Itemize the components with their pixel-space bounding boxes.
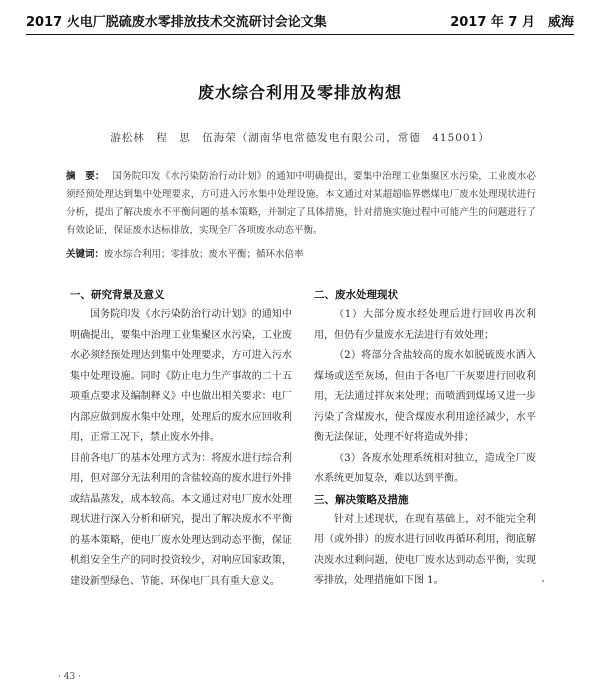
section2-paragraph-1: （1）大部分废水经处理后进行回收再次利用，但仍有少量废水无法进行有效处理； <box>314 309 536 341</box>
section2-paragraph-3: （3）各废水处理系统相对独立，造成全厂废水系统更加复杂，难以达到平衡。 <box>314 452 536 484</box>
abstract <box>66 168 536 240</box>
section3-paragraph-1: 针对上述现状，在现有基础上，对不能完全利用（或外排）的废水进行回收再循环利用，彻底解决废水过剩问题，使电厂废水达到动态平衡，实现零排放，处理措施如下图 1。 <box>314 513 536 586</box>
page-header <box>26 6 574 32</box>
header-date-place: 2017 年 7 月 威海 <box>450 15 574 30</box>
section2-paragraph-2: （2）将部分含盐较高的废水如脱硫废水洒入煤场或送至灰场，但由于各电厂干灰要进行回收利用，无法通过拌灰来处理；而喷洒到煤场又进一步污染了含煤废水，使含煤废水利用途径减少，水平衡无法保证，处理不好将造成外排； <box>314 350 536 443</box>
scan-speck <box>542 580 544 582</box>
keywords-text: 废水综合利用；零排放；废水平衡；循环水倍率 <box>104 249 304 260</box>
keywords-label: 关键词： <box>66 249 105 260</box>
section3-heading: 三、解决策略及措施 <box>314 493 409 506</box>
paper-title: 废水综合利用及零排放构想 <box>197 83 402 102</box>
header-rule <box>26 34 574 35</box>
section1-paragraph-2: 目前各电厂的基本处理方式为：将废水进行综合利用，但对部分无法利用的含盐较高的废水进行外排或结晶蒸发，成本较高。本文通过对电厂废水处理现状进行深入分析和研究，提出了解决废水不平衡的基本策略，使电厂废水处理达到动态平衡，保证机组安全生产的同时投资较少，对响应国家政策，建设新型绿色、节能、环保电厂具有重大意义。 <box>70 452 292 587</box>
abstract-label: 摘 要： <box>66 171 105 182</box>
paper-authors: 游松林 程 思 伍海荣（湖南华电常德发电有限公司，常德 415001） <box>110 132 490 144</box>
keywords <box>66 246 536 260</box>
abstract-text: 国务院印发《水污染防治行动计划》的通知中明确提出，要集中治理工业集聚区水污染，工业废水必须经预处理达到集中处理要求，方可进入污水集中处理设施。本文通过对某超超临界燃煤电厂废水处理现状进行分析，提出了解决废水不平衡问题的基本策略，并制定了具体措施，针对措施实施过程中可能产生的问题进行了有效论证，保证废水达标排放，实现全厂各项废水动态平衡。 <box>66 171 536 236</box>
section1-paragraph-1: 国务院印发《水污染防治行动计划》的通知中明确提出，要集中治理工业集聚区水污染，工业废水必须经预处理达到集中处理要求，方可进入污水集中处理设施。同时《防止电力生产事故的二十五项重点要求及编制释义》中也做出相关要求：电厂内部应做到废水集中处理，处理后的废水应回收利用，正常工况下，禁止废水外排。 <box>70 309 292 443</box>
left-column <box>70 285 292 592</box>
right-column <box>314 285 536 592</box>
section1-heading: 一、研究背景及意义 <box>70 289 165 301</box>
header-proceedings-title: 2017 火电厂脱硫废水零排放技术交流研讨会论文集 <box>26 15 327 30</box>
page-number: · 43 · <box>58 672 81 682</box>
section2-heading: 二、废水处理现状 <box>314 289 398 301</box>
